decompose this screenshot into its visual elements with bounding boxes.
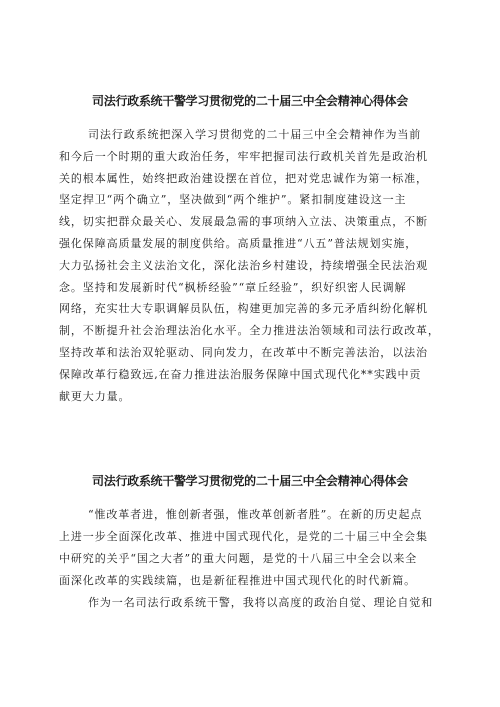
- section-1-line: 献更大力量。: [59, 389, 131, 403]
- section-1-body: [59, 124, 459, 407]
- section-2-line: 中研究的关乎“国之大者”的重大问题，是党的十八届三中全会以来全: [59, 552, 418, 565]
- section-1-line: 网络，充实壮大专职调解员队伍，构建更加完善的多元矛盾纠纷化解机: [59, 302, 428, 316]
- section-1-line: 关的根本属性，始终把政治建设摆在首位，把对党忠诚作为第一标准，: [59, 171, 428, 185]
- section-1-line: 保障改革行稳致远,在奋力推进法治服务保障中国式现代化**实践中贡: [59, 367, 422, 381]
- section-1-line: 坚定捍卫“两个确立”，坚决做到“两个维护”。紧扣制度建设这一主: [59, 193, 407, 207]
- section-2-line: 上进一步全面深化改革、推进中国式现代化，是党的二十届三中全会集: [59, 530, 428, 543]
- section-1-line: 坚持改革和法治双轮驱动、同向发力，在改革中不断完善法治，以法治: [59, 345, 428, 359]
- section-2-line: “惟改革者进，惟创新者强，惟改革创新者胜”。在新的历史起点: [88, 508, 423, 521]
- section-1-line: 线，切实把群众最关心、发展最急需的事项纳入立法、决策重点，不断: [59, 215, 428, 229]
- section-2-body: [59, 504, 459, 614]
- section-1-line: 念。坚持和发展新时代“枫桥经验”“章丘经验”，织好织密人民调解: [59, 280, 407, 294]
- section-1-line: 大力弘扬社会主义法治文化，深化法治乡村建设，持续增强全民法治观: [59, 258, 428, 272]
- section-1-line: 和今后一个时期的重大政治任务，牢牢把握司法行政机关首先是政治机: [59, 149, 428, 163]
- section-1-line: 司法行政系统把深入学习贯彻党的二十届三中全会精神作为当前: [88, 128, 422, 141]
- section-2-line: 作为一名司法行政系统干警，我将以高度的政治自觉、理论自觉和: [88, 596, 434, 609]
- section-2-title: 司法行政系统干警学习贯彻党的二十届三中全会精神心得体会: [92, 474, 408, 488]
- section-1-line: 强化保障高质量发展的制度供给。高质量推进“八五”普法规划实施，: [59, 236, 418, 250]
- section-1-title: 司法行政系统干警学习贯彻党的二十届三中全会精神心得体会: [92, 94, 408, 108]
- section-2-line: 面深化改革的实践续篇，也是新征程推进中国式现代化的时代新篇。: [59, 574, 416, 587]
- section-1-line: 制，不断提升社会治理法治化水平。全力推进法治领域和司法行政改革，: [59, 324, 440, 338]
